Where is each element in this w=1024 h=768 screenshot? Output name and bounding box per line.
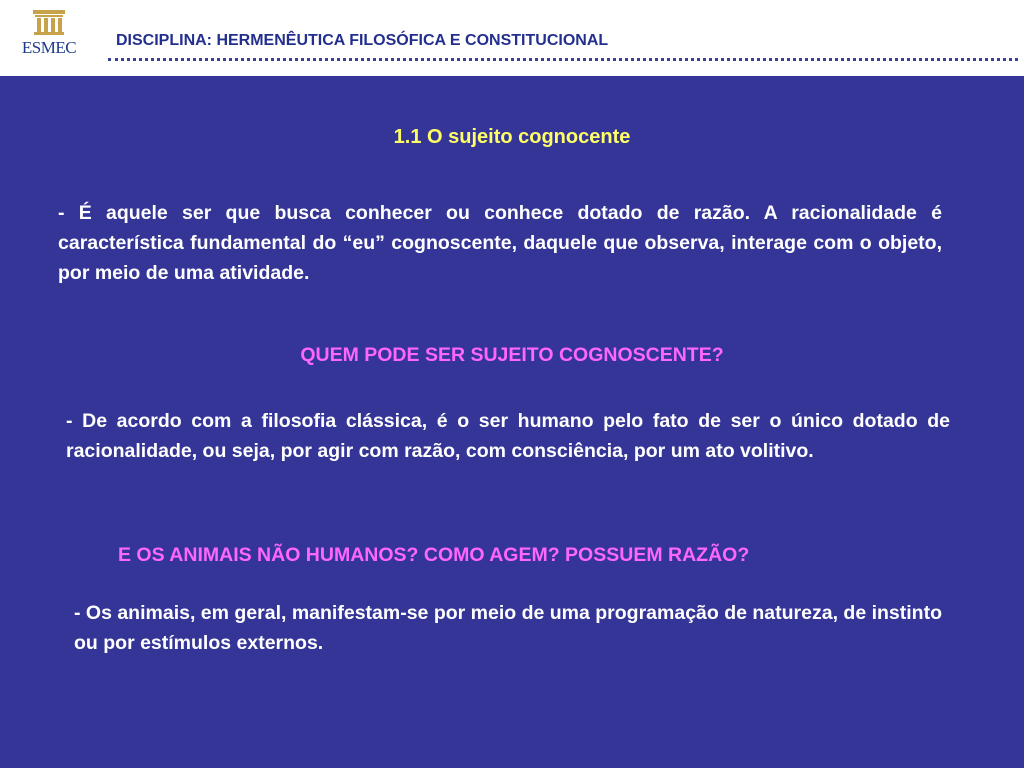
paragraph-definition: - É aquele ser que busca conhecer ou conhece dotado de razão. A racionalidade é característica fundamental do “eu” cognoscente, daquele que observa, interage com o objeto, por meio de uma atividade.: [58, 202, 942, 284]
paragraph-classical-philosophy: - De acordo com a filosofia clássica, é o ser humano pelo fato de ser o único dotado de racionalidade, ou seja, por agir com razão, com consciência, por um ato volitivo.: [66, 410, 950, 462]
paragraph-animals: - Os animais, em geral, manifestam-se por meio de uma programação de natureza, de instinto ou por estímulos externos.: [74, 602, 942, 654]
discipline-title: DISCIPLINA: HERMENÊUTICA FILOSÓFICA E CONSTITUCIONAL: [116, 32, 609, 49]
header-dotted-rule: [108, 58, 1018, 61]
question-who-can-be-subject: QUEM PODE SER SUJEITO COGNOSCENTE?: [300, 344, 724, 366]
logo-text: ESMEC: [21, 38, 77, 57]
logo: [0, 0, 98, 76]
section-title: 1.1 O sujeito cognocente: [393, 126, 631, 148]
question-non-human-animals: E OS ANIMAIS NÃO HUMANOS? COMO AGEM? POSSUEM RAZÃO?: [118, 544, 750, 566]
